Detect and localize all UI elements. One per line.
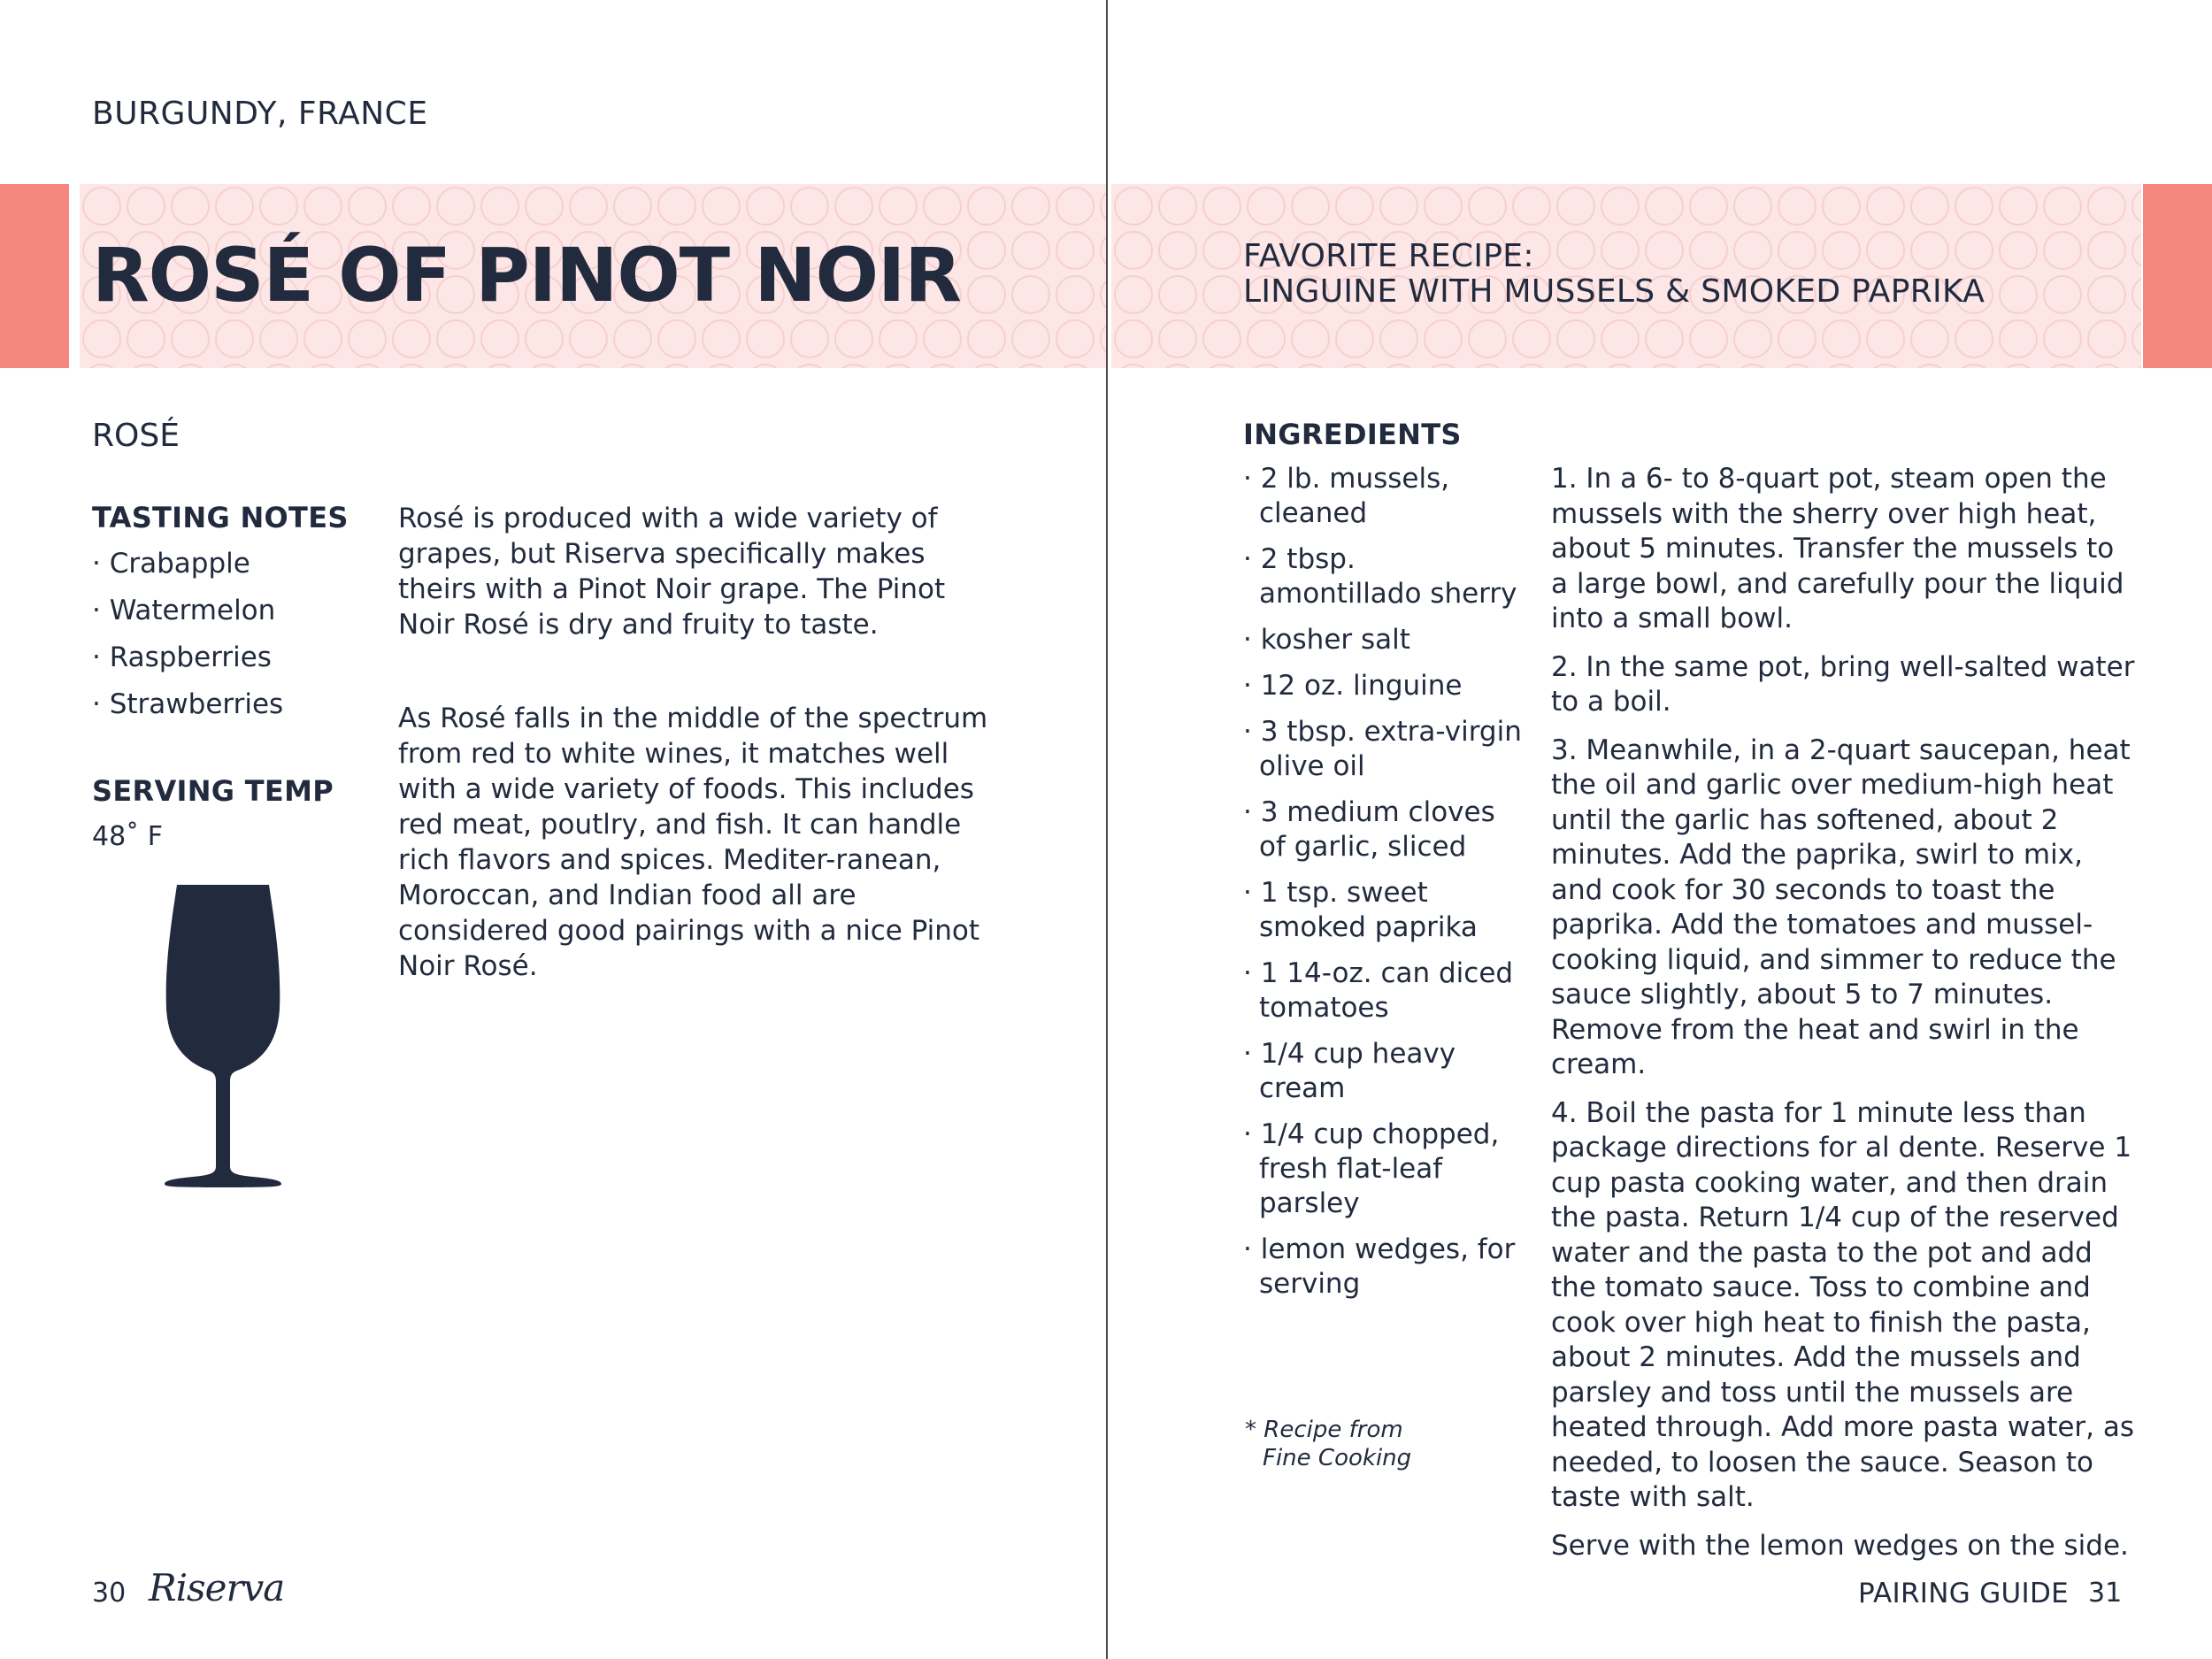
ingredient-item: · kosher salt xyxy=(1243,624,1410,656)
tasting-note-item: · Strawberries xyxy=(92,688,284,720)
page-number-left: 30 xyxy=(92,1578,127,1609)
tasting-note-item: · Crabapple xyxy=(92,548,250,580)
wine-category: ROSÉ xyxy=(92,418,180,454)
ingredient-item: · 2 tbsp. amontillado sherry xyxy=(1243,543,1517,610)
region-label: BURGUNDY, FRANCE xyxy=(92,96,428,132)
pairing-guide-label: PAIRING GUIDE xyxy=(1858,1578,2070,1609)
ingredient-item: · 3 tbsp. extra-virgin olive oil xyxy=(1243,716,1522,782)
ingredient-item: · 12 oz. linguine xyxy=(1243,670,1463,702)
tasting-notes-list xyxy=(92,547,283,734)
recipe-steps xyxy=(1551,462,2135,1577)
tasting-note-item: · Watermelon xyxy=(92,595,276,626)
ingredient-item: · 1/4 cup chopped, fresh flat-leaf parsley xyxy=(1243,1118,1500,1219)
recipe-credit-source: Fine Cooking xyxy=(1263,1445,1412,1471)
brand-logo: Riserva xyxy=(149,1566,285,1609)
ingredient-item: · lemon wedges, for serving xyxy=(1243,1233,1516,1300)
ingredient-item: · 3 medium cloves of garlic, sliced xyxy=(1243,796,1495,863)
recipe-heading-label: FAVORITE RECIPE: xyxy=(1243,238,1534,274)
recipe-credit xyxy=(1245,1416,1411,1472)
coral-tab-left xyxy=(0,184,69,368)
serving-temp-heading: SERVING TEMP xyxy=(92,774,334,808)
recipe-step: 2. In the same pot, bring well-salted water to a boil. xyxy=(1551,650,2135,718)
page-number-right: 31 xyxy=(2088,1578,2123,1609)
wine-glass-icon xyxy=(165,885,281,1187)
serving-temp-value: 48˚ F xyxy=(92,821,163,852)
pairing-description-paragraph: As Rosé falls in the middle of the spectrum from red to white wines, it matches well with a wide variety of foods. This includes red meat, poutlry, and fish. It can handle rich flavors and spices. Mediter-ranean, Moroccan, and Indian food all are considered good pairings with a nice Pinot Noir Rosé. xyxy=(398,703,988,982)
ingredients-list xyxy=(1243,462,1526,1313)
tasting-notes-heading: TASTING NOTES xyxy=(92,501,349,534)
ingredients-heading: INGREDIENTS xyxy=(1243,418,1462,451)
coral-tab-right xyxy=(2143,184,2212,368)
ingredient-item: · 1/4 cup heavy cream xyxy=(1243,1038,1456,1104)
recipe-step: 3. Meanwhile, in a 2-quart saucepan, heat the oil and garlic over medium-high heat until the garlic has softened, about 2 minutes. Add the paprika, swirl to mix, and cook for 30 seconds to toast the paprika. Add the tomatoes and mussel-cooking liquid, and simmer to reduce the sauce slightly, about 5 to 7 minutes. Remove from the heat and swirl in the cream. xyxy=(1551,733,2131,1080)
wine-description-paragraph: Rosé is produced with a wide variety of grapes, but Riserva specifically makes theirs with a Pinot Noir grape. The Pinot Noir Rosé is dry and fruity to taste. xyxy=(398,503,946,641)
ingredient-item: · 1 tsp. sweet smoked paprika xyxy=(1243,877,1478,943)
recipe-heading-title: LINGUINE WITH MUSSELS & SMOKED PAPRIKA xyxy=(1243,273,1985,310)
recipe-step: 4. Boil the pasta for 1 minute less than package directions for al dente. Reserve 1 cup pasta cooking water, and then drain the pasta. Return 1/4 cup of the reserved water and the pasta to the pot and add the tomato sauce. Toss to combine and cook over high heat to finish the pasta, about 2 minutes. Add the mussels and parsley and toss until the mussels are heated through. Add more pasta water, as needed, to loosen the sauce. Season to taste with salt. xyxy=(1551,1096,2135,1513)
recipe-credit-line: * Recipe from xyxy=(1245,1417,1403,1443)
recipe-heading xyxy=(1243,239,1985,310)
ingredient-item: · 1 14-oz. can diced tomatoes xyxy=(1243,957,1514,1024)
recipe-step: Serve with the lemon wedges on the side. xyxy=(1551,1529,2129,1562)
page-spine xyxy=(1106,0,1108,1659)
ingredient-item: · 2 lb. mussels, cleaned xyxy=(1243,463,1450,529)
recipe-step: 1. In a 6- to 8-quart pot, steam open the mussels with the sherry over high heat, about 5 minutes. Transfer the mussels to a large bowl, and carefully pour the liquid into a small bowl. xyxy=(1551,463,2124,634)
wine-title: ROSÉ OF PINOT NOIR xyxy=(92,232,961,319)
tasting-note-item: · Raspberries xyxy=(92,641,272,673)
